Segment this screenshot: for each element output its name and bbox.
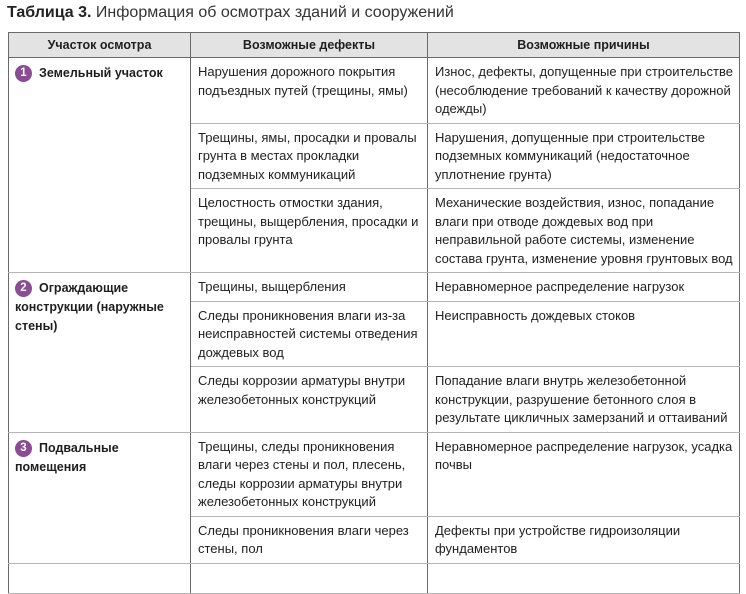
table-row-partial: [9, 563, 740, 593]
defect-cell: Трещины, следы проникновения влаги через стены и пол, плесень, следы коррозии арматуры внутри железобетонных конструкций: [191, 432, 428, 516]
defect-cell: Трещины, ямы, просадки и провалы грунта в местах прокладки подземных коммуникаций: [191, 123, 428, 189]
header-area: Участок осмотра: [9, 33, 191, 58]
cause-cell: Механические воздействия, износ, попадание влаги при отводе дождевых вод при неправильной работе системы, изменение состава грунта, изменение уровня грунтовых вод: [428, 189, 740, 273]
defect-cell: Целостность отмостки здания, трещины, выщербления, просадки и провалы грунта: [191, 189, 428, 273]
cause-cell: Дефекты при устройстве гидроизоляции фундаментов: [428, 516, 740, 563]
table-caption: [7, 3, 454, 23]
cause-cell: Попадание влаги внутрь железобетонной конструкции, разрушение бетонного слоя в результате цикличных замерзаний и оттаиваний: [428, 367, 740, 433]
defect-cell: Следы проникновения влаги через стены, пол: [191, 516, 428, 563]
defect-cell: Трещины, выщербления: [191, 273, 428, 302]
cause-cell: Износ, дефекты, допущенные при строительстве (несоблюдение требований к качеству дорожной одежды): [428, 58, 740, 124]
cause-cell: Нарушения, допущенные при строительстве подземных коммуникаций (недостаточное уплотнение грунта): [428, 123, 740, 189]
header-causes: Возможные причины: [428, 33, 740, 58]
table-row: [9, 58, 740, 124]
table-number: Таблица 3.: [7, 4, 92, 21]
defect-cell: Нарушения дорожного покрытия подъездных путей (трещины, ямы): [191, 58, 428, 124]
table-title: Информация об осмотрах зданий и сооружений: [91, 4, 454, 21]
table-row: [9, 432, 740, 516]
number-badge: 1: [15, 65, 32, 82]
defect-cell: Следы проникновения влаги из-за неисправностей системы отведения дождевых вод: [191, 301, 428, 367]
table-row: [9, 273, 740, 302]
cause-cell: Неравномерное распределение нагрузок: [428, 273, 740, 302]
cause-cell: Неисправность дождевых стоков: [428, 301, 740, 367]
defect-cell: Следы коррозии арматуры внутри железобетонных конструкций: [191, 367, 428, 433]
header-row: [9, 33, 740, 58]
header-defects: Возможные дефекты: [191, 33, 428, 58]
area-label: Ограждающие конструкции (наружные стены): [15, 281, 164, 333]
inspection-table: [8, 32, 740, 594]
area-cell-land: [9, 58, 191, 273]
area-label: Земельный участок: [39, 66, 163, 80]
area-cell-walls: [9, 273, 191, 433]
cause-cell: Неравномерное распределение нагрузок, усадка почвы: [428, 432, 740, 516]
number-badge: 2: [15, 280, 32, 297]
area-cell-basement: [9, 432, 191, 563]
area-label: Подвальные помещения: [15, 440, 119, 474]
number-badge: 3: [15, 440, 32, 457]
